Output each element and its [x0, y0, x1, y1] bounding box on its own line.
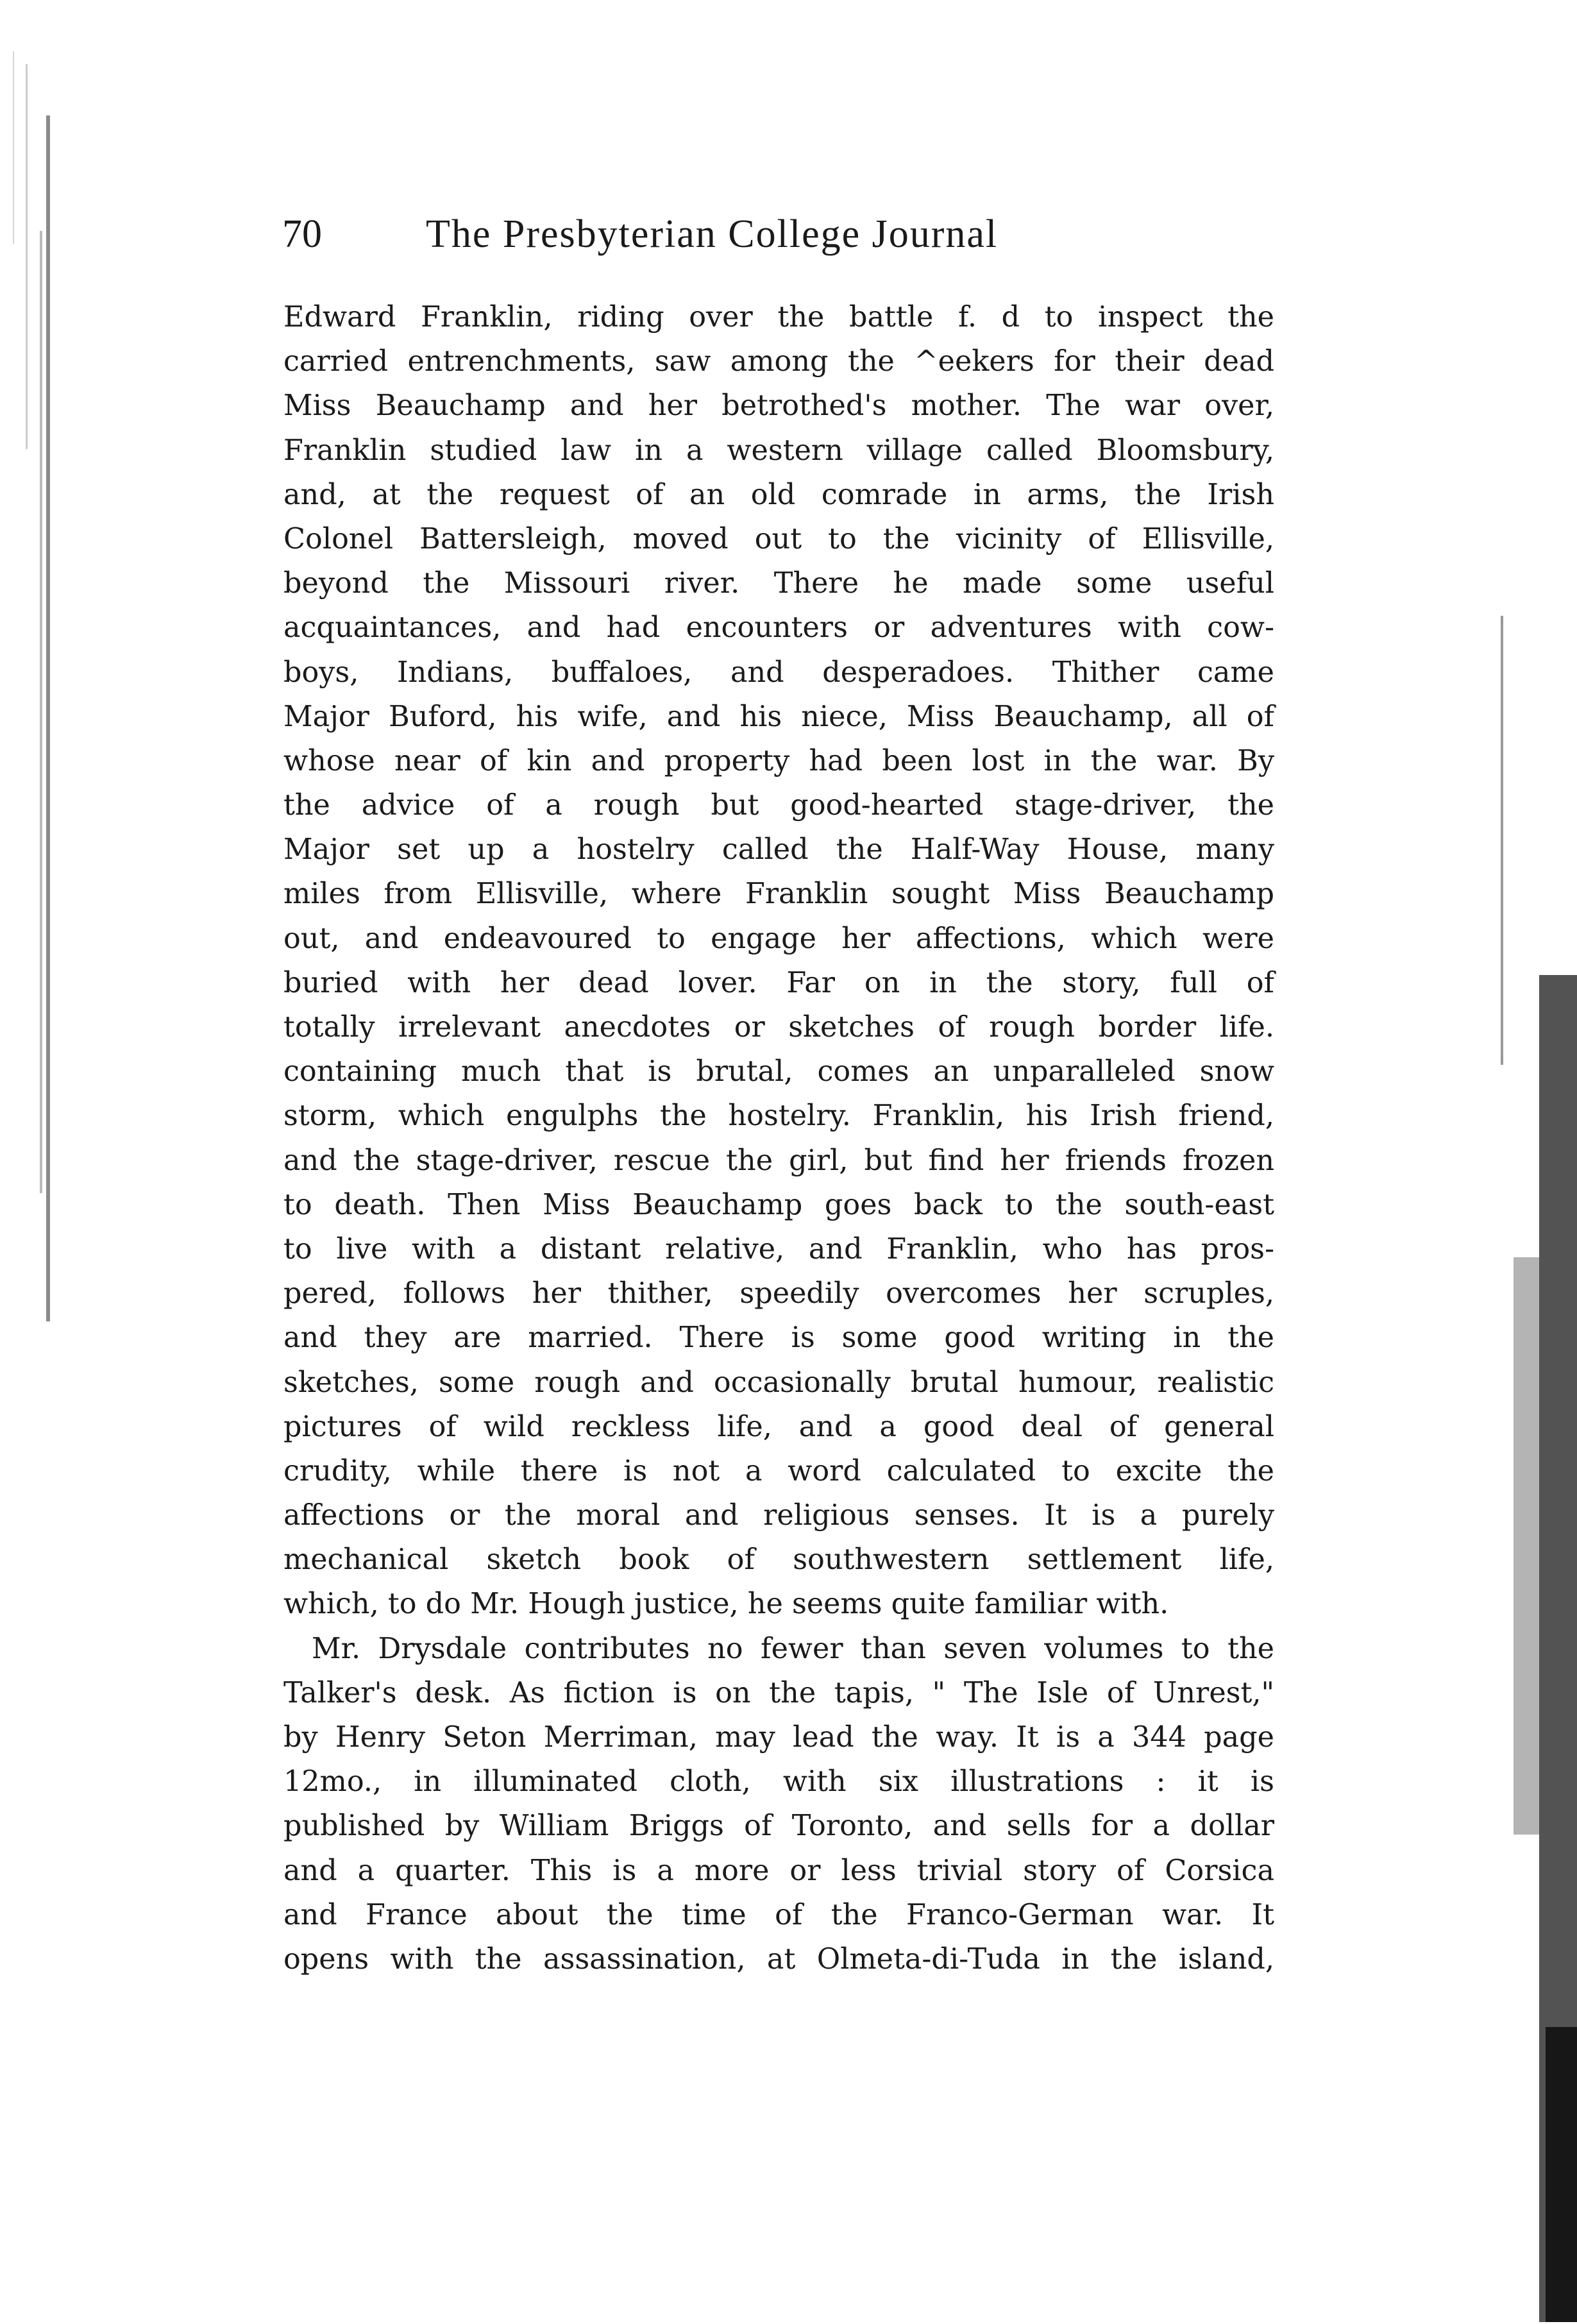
text-line: Colonel Battersleigh, moved out to the vicinity of Ellisville, — [283, 522, 1274, 556]
text-line: Mr. Drysdale contributes no fewer than seven volumes to the — [312, 1632, 1274, 1665]
text-line: pered, follows her thither, speedily overcomes her scruples, — [283, 1277, 1274, 1310]
text-line: Talker's desk. As fiction is on the tapis, " The Isle of Unrest," — [283, 1676, 1274, 1709]
text-line: miles from Ellisville, where Franklin sought Miss Beauchamp — [283, 878, 1274, 911]
text-line: and they are married. There is some good writing in the — [283, 1321, 1274, 1355]
text-line: Miss Beauchamp and her betrothed's mother. The war over, — [283, 389, 1274, 423]
text-line: beyond the Missouri river. There he made some useful — [283, 567, 1274, 600]
body-text — [283, 295, 1274, 1981]
text-line: and a quarter. This is a more or less trivial story of Corsica — [283, 1854, 1274, 1887]
text-line: pictures of wild reckless life, and a good deal of general — [283, 1410, 1274, 1443]
text-line: storm, which engulphs the hostelry. Franklin, his Irish friend, — [283, 1099, 1274, 1133]
running-title: The Presbyterian College Journal — [426, 212, 999, 256]
text-line: acquaintances, and had encounters or adventures with cow- — [283, 611, 1274, 645]
text-line: Major set up a hostelry called the Half-Way House, many — [283, 833, 1274, 867]
text-line: whose near of kin and property had been lost in the war. By — [283, 744, 1274, 777]
text-line: which, to do Mr. Hough justice, he seems quite familiar with. — [283, 1588, 1169, 1621]
text-line: buried with her dead lover. Far on in the story, full of — [283, 966, 1274, 999]
text-line: opens with the assassination, at Olmeta-di-Tuda in the island, — [283, 1942, 1274, 1976]
text-line: to live with a distant relative, and Franklin, who has pros- — [283, 1232, 1274, 1266]
text-line: boys, Indians, buffaloes, and desperadoes. Thither came — [283, 656, 1274, 689]
text-line: by Henry Seton Merriman, may lead the way. It is a 344 page — [283, 1721, 1274, 1754]
text-line: containing much that is brutal, comes an unparalleled snow — [283, 1055, 1274, 1089]
text-line: the advice of a rough but good-hearted stage-driver, the — [283, 789, 1274, 822]
text-line: carried entrenchments, saw among the ^eekers for their dead — [283, 345, 1274, 378]
text-line: Edward Franklin, riding over the battle f. d to inspect the — [283, 301, 1274, 334]
text-line: and, at the request of an old comrade in arms, the Irish — [283, 478, 1274, 511]
page-number: 70 — [282, 212, 322, 256]
text-line: Major Buford, his wife, and his niece, Miss Beauchamp, all of — [283, 700, 1274, 733]
text-line: and the stage-driver, rescue the girl, but find her friends frozen — [283, 1144, 1274, 1177]
scan-edge-left — [0, 38, 58, 1321]
text-line: and France about the time of the Franco-German war. It — [283, 1898, 1274, 1931]
text-line: out, and endeavoured to engage her affections, which were — [283, 922, 1274, 955]
text-line: totally irrelevant anecdotes or sketches of rough border life. — [283, 1011, 1274, 1044]
scan-edge-right — [1501, 616, 1577, 2322]
text-line: sketches, some rough and occasionally brutal humour, realistic — [283, 1366, 1274, 1399]
text-line: published by William Briggs of Toronto, and sells for a dollar — [283, 1810, 1274, 1843]
paragraph — [283, 295, 1274, 1627]
text-line: Franklin studied law in a western village called Bloomsbury, — [283, 434, 1274, 467]
text-line: crudity, while there is not a word calculated to excite the — [283, 1454, 1274, 1488]
paragraph — [283, 1627, 1274, 1982]
text-line: 12mo., in illuminated cloth, with six illustrations : it is — [283, 1765, 1274, 1799]
page-header — [282, 212, 1283, 257]
text-line: affections or the moral and religious senses. It is a purely — [283, 1499, 1274, 1532]
text-line: mechanical sketch book of southwestern settlement life, — [283, 1543, 1274, 1577]
text-line: to death. Then Miss Beauchamp goes back to the south-east — [283, 1188, 1274, 1221]
